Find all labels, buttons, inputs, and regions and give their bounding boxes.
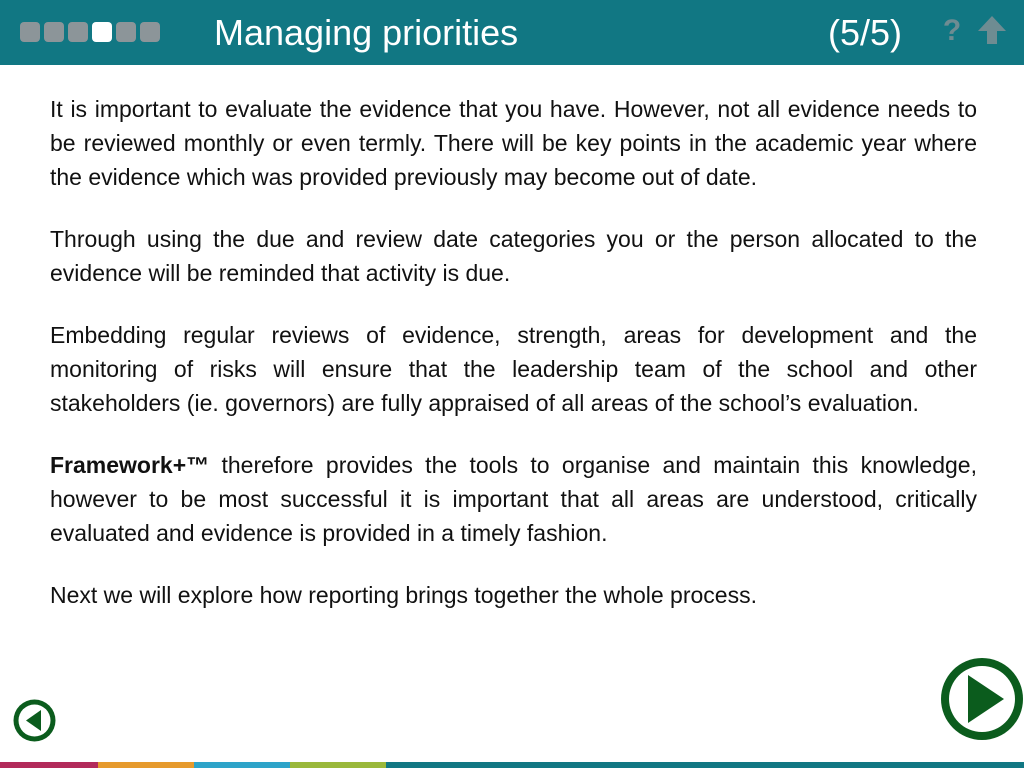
- footer-segment: [194, 762, 290, 768]
- progress-step-current[interactable]: [92, 22, 112, 42]
- paragraph: [50, 448, 977, 550]
- help-button[interactable]: [940, 15, 964, 47]
- next-button[interactable]: [940, 657, 1024, 741]
- help-icon: ?: [942, 14, 962, 47]
- brand-name: Framework+™: [50, 452, 210, 478]
- progress-step[interactable]: [140, 22, 160, 42]
- progress-step[interactable]: [68, 22, 88, 42]
- paragraph: Through using the due and review date categories you or the person allocated to the evidence will be reminded that activity is due.: [50, 226, 977, 286]
- page-title: Managing priorities: [214, 12, 519, 53]
- home-button[interactable]: [976, 14, 1008, 46]
- back-arrow-icon: [12, 698, 57, 743]
- progress-step[interactable]: [116, 22, 136, 42]
- footer-segment: [290, 762, 386, 768]
- home-arrow-icon: [976, 14, 1008, 46]
- header-bar: [0, 0, 1024, 65]
- paragraph: Next we will explore how reporting brings together the whole process.: [50, 582, 757, 608]
- page-counter: (5/5): [828, 12, 903, 53]
- next-arrow-icon: [940, 657, 1024, 741]
- progress-step[interactable]: [44, 22, 64, 42]
- paragraph: Embedding regular reviews of evidence, strength, areas for development and the monitoring of risks will ensure that the leadership team of the school and other stakeholders (ie. governors) are fully appraised of all areas of the school’s evaluation.: [50, 322, 977, 416]
- progress-indicator: [20, 22, 160, 44]
- paragraph: It is important to evaluate the evidence that you have. However, not all evidence needs to be reviewed monthly or even termly. There will be key points in the academic year where the evidence which was provided previously may become out of date.: [50, 96, 977, 190]
- footer-color-bar: [0, 762, 1024, 768]
- footer-segment: [0, 762, 98, 768]
- main-content: [50, 92, 977, 640]
- progress-step[interactable]: [20, 22, 40, 42]
- footer-segment: [386, 762, 1024, 768]
- back-button[interactable]: [12, 698, 57, 743]
- footer-segment: [98, 762, 194, 768]
- paragraph-text: therefore provides the tools to organise and maintain this knowledge, however to be most successful it is important that all areas are understood, critically evaluated and evidence is provided in a timely fashion.: [50, 452, 977, 546]
